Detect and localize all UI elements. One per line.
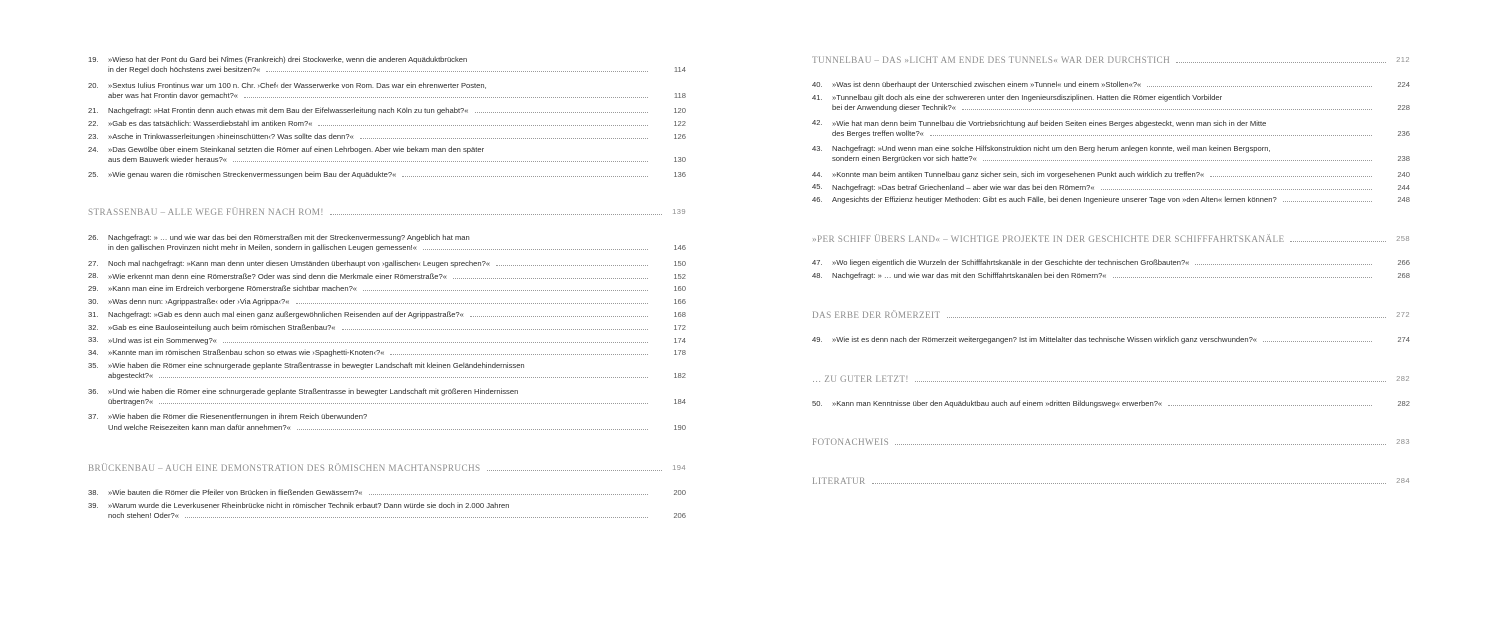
entry-line-text: »Wie ist es denn nach der Römerzeit weitergegangen? Ist im Mittelalter das technische Wissen wirklich ganz verschwunden?« (832, 335, 1258, 345)
entry-line (108, 371, 652, 381)
section-title: FOTONACHWEIS (812, 437, 890, 447)
dot-leader (895, 444, 1386, 445)
dot-leader (223, 342, 648, 343)
toc-entry[interactable] (88, 106, 686, 116)
entry-number: 45. (812, 182, 823, 192)
entry-line-text: noch stehen! Oder?« (108, 511, 179, 521)
entry-number: 25. (88, 170, 99, 180)
dot-leader (1113, 277, 1372, 278)
entry-line (108, 397, 652, 407)
entry-text (832, 182, 1376, 192)
dot-leader (947, 317, 1387, 318)
page-number: 224 (1397, 80, 1410, 90)
dot-leader (453, 278, 648, 279)
entry-text (832, 399, 1376, 409)
page-number: 206 (673, 511, 686, 521)
dot-leader (402, 176, 648, 177)
entry-number: 34. (88, 348, 99, 358)
page-number: 258 (1396, 234, 1410, 243)
toc-entry[interactable] (88, 145, 686, 165)
entry-line-text: »Sextus Iulius Frontinus war um 100 n. Chr. ›Chef‹ der Wasserwerke von Rom. Das war ein ehrenwerter Posten, (108, 80, 487, 90)
entry-number: 37. (88, 412, 99, 422)
toc-entry[interactable] (88, 259, 686, 269)
toc-entry[interactable] (88, 284, 686, 294)
entry-text (108, 170, 652, 180)
entry-text (108, 488, 652, 498)
toc-entry[interactable] (88, 361, 686, 381)
entry-line (108, 284, 652, 294)
entry-line (832, 103, 1376, 113)
entry-line (108, 132, 652, 142)
entry-text (108, 271, 652, 281)
toc-entry[interactable] (812, 195, 1410, 205)
entry-number: 30. (88, 297, 99, 306)
dot-leader (930, 135, 1372, 136)
entry-line (108, 348, 652, 358)
section-title: »PER SCHIFF ÜBERS LAND« – WICHTIGE PROJEKTE IN DER GESCHICHTE DER SCHIFFFAHRTSKANÄLE (812, 234, 1285, 244)
entry-line-text: »Kannte man im römischen Straßenbau schon so etwas wie ›Spaghetti-Knoten‹?« (108, 348, 385, 358)
entry-line-text: »Wie bauten die Römer die Pfeiler von Brücken in fließenden Gewässern?« (108, 488, 363, 498)
section-title: STRASSENBAU – ALLE WEGE FÜHREN NACH ROM! (88, 207, 324, 217)
entry-text (108, 323, 652, 333)
entry-text (832, 335, 1376, 345)
entry-line (108, 145, 652, 155)
entry-text (108, 335, 652, 345)
page-number: 166 (673, 297, 686, 307)
dot-leader (1283, 201, 1372, 202)
section-heading[interactable] (812, 475, 1410, 487)
toc-entry[interactable] (88, 55, 686, 75)
entry-line (108, 501, 652, 511)
entry-line (832, 182, 1376, 192)
entry-text (108, 81, 652, 101)
entry-line-text: »Was denn nun: ›Agrippastraße‹ oder ›Via Agrippa‹?« (108, 297, 290, 307)
entry-line-text: aber was hat Frontin davor gemacht?« (108, 90, 239, 100)
entry-line-text: Nachgefragt: »Hat Frontin denn auch etwas mit dem Bau der Eifelwasserleitung nach Köln zu tun gehabt?« (108, 106, 469, 116)
entry-text (108, 310, 652, 320)
page-number: 178 (673, 348, 686, 358)
toc-entry[interactable] (812, 118, 1410, 138)
toc-entry[interactable] (812, 93, 1410, 113)
dot-leader (369, 494, 648, 495)
dot-leader (487, 470, 663, 471)
entry-line (108, 335, 652, 345)
dot-leader (330, 214, 662, 215)
entry-number: 20. (88, 80, 99, 90)
dot-leader (296, 303, 648, 304)
entry-line (832, 154, 1376, 164)
entry-line-text: Nachgefragt: »Und wenn man eine solche Hilfskonstruktion nicht um den Berg herum anlegen konnte, weil man keinen Bergsporn, (832, 144, 1271, 154)
entry-number: 49. (812, 335, 823, 344)
entry-text (108, 284, 652, 294)
entry-text (832, 93, 1376, 113)
page-number: 126 (673, 131, 686, 141)
entry-text (832, 195, 1376, 205)
entry-line-text: Nachgefragt: »Das betraf Griechenland – aber wie war das bei den Römern?« (832, 182, 1095, 192)
entry-line (108, 422, 652, 432)
entry-line (108, 91, 652, 101)
entry-line-text: in der Regel doch höchstens zwei besitzen?« (108, 65, 261, 75)
toc-entry[interactable] (88, 310, 686, 320)
entry-number: 39. (88, 500, 99, 510)
page-number: 114 (673, 65, 686, 75)
entry-line-text: Nachgefragt: » … und wie war das mit den Schifffahrtskanälen bei den Römern?« (832, 270, 1107, 280)
toc-entry[interactable] (88, 387, 686, 407)
toc-entry[interactable] (812, 399, 1410, 409)
page-number: 284 (1396, 476, 1410, 485)
dot-leader (342, 329, 648, 330)
page-number: 184 (673, 396, 686, 406)
entry-number: 32. (88, 322, 99, 332)
page-number: 238 (1397, 154, 1410, 164)
entry-number: 33. (88, 335, 99, 345)
toc-entry[interactable] (812, 258, 1410, 268)
page-number: 228 (1397, 103, 1410, 113)
entry-line (832, 258, 1376, 268)
entry-line-text: in den gallischen Provinzen nicht mehr in Meilen, sondern in gallischen Leugen gemessen!« (108, 243, 418, 253)
toc-entry[interactable] (88, 501, 686, 521)
entry-line (832, 118, 1376, 128)
dot-leader (1210, 176, 1372, 177)
entry-line (108, 65, 652, 75)
section-heading[interactable] (88, 462, 686, 474)
dot-leader (1101, 189, 1372, 190)
dot-leader (1176, 62, 1386, 63)
entry-line-text: »Das Gewölbe über einem Steinkanal setzten die Römer auf einen Lehrbogen. Aber wie bekam man den später (108, 144, 485, 154)
page-number: 212 (1396, 55, 1410, 64)
entry-number: 46. (812, 195, 823, 205)
entry-line-text: »Kann man Kenntnisse über den Aquäduktbau auch auf einem »dritten Bildungsweg« erwerben?« (832, 399, 1163, 409)
entry-text (108, 501, 652, 521)
dot-leader (266, 71, 648, 72)
toc-entry[interactable] (88, 488, 686, 498)
entry-text (832, 144, 1376, 164)
page-number: 194 (672, 463, 686, 472)
toc-entry[interactable] (812, 170, 1410, 180)
section-heading[interactable] (88, 206, 686, 218)
section-heading[interactable] (812, 373, 1410, 385)
entry-text (832, 80, 1376, 90)
page-number: 182 (673, 371, 686, 381)
entry-text (832, 271, 1376, 281)
dot-leader (360, 138, 648, 139)
dot-leader (475, 112, 649, 113)
entry-line (832, 170, 1376, 180)
entry-line (108, 170, 652, 180)
entry-text (108, 145, 652, 165)
entry-line (832, 93, 1376, 103)
entry-line (108, 310, 652, 320)
entry-text (108, 297, 652, 307)
dot-leader (1290, 241, 1386, 242)
entry-line-text: Nachgefragt: »Gab es denn auch mal einen ganz außergewöhnlichen Reisenden auf der Agrippastraße?« (108, 309, 464, 319)
entry-line-text: des Berges treffen wollte?« (832, 128, 924, 138)
page-number: 274 (1397, 335, 1410, 345)
dot-leader (1168, 405, 1372, 406)
entry-line-text: »Wie haben die Römer die Riesenentfernungen in ihrem Reich überwunden? (108, 412, 368, 422)
entry-line-text: »Konnte man beim antiken Tunnelbau ganz sicher sein, sich im vorgesehenen Punkt auch wirklich zu treffen?« (832, 169, 1205, 179)
entry-line-text: Noch mal nachgefragt: »Kann man denn unter diesen Umständen überhaupt von ›gallischen‹ Leugen sprechen?« (108, 258, 491, 268)
page-number: 118 (673, 90, 686, 100)
page-number: 283 (1396, 437, 1410, 446)
entry-line-text: »Und wie haben die Römer eine schnurgerade geplante Straßentrasse in bewegter Landschaft mit größeren Hindernissen (108, 386, 519, 396)
entry-number: 22. (88, 119, 99, 128)
entry-line (108, 412, 652, 422)
entry-number: 31. (88, 309, 99, 319)
entry-line (832, 335, 1376, 345)
page-number: 160 (673, 284, 686, 294)
entry-number: 41. (812, 92, 823, 102)
page-number: 240 (1397, 169, 1410, 179)
section-title: DAS ERBE DER RÖMERZEIT (812, 310, 941, 320)
dot-leader (233, 161, 648, 162)
page-number: 174 (673, 335, 686, 345)
page-number: 190 (673, 422, 686, 432)
entry-number: 23. (88, 131, 99, 141)
page-number: 150 (673, 258, 686, 268)
page-number: 136 (673, 170, 686, 180)
entry-line-text: »Gab es eine Bauloseinteilung auch beim römischen Straßenbau?« (108, 322, 336, 332)
page-number: 168 (673, 309, 686, 319)
entry-text (108, 259, 652, 269)
entry-line (832, 195, 1376, 205)
entry-line-text: »Wie genau waren die römischen Streckenvermessungen beim Bau der Aquädukte?« (108, 170, 397, 180)
dot-leader (1147, 86, 1372, 87)
entry-number: 26. (88, 233, 99, 242)
entry-line-text: »Asche in Trinkwasserleitungen ›hineinschütten‹? Was sollte das denn?« (108, 131, 354, 141)
entry-line (108, 361, 652, 371)
dot-leader (318, 125, 648, 126)
toc-entry[interactable] (812, 182, 1410, 192)
entry-number: 50. (812, 399, 823, 408)
page-number: 172 (673, 322, 686, 332)
entry-number: 42. (812, 118, 823, 128)
toc-entry[interactable] (812, 335, 1410, 345)
entry-text (108, 412, 652, 432)
dot-leader (423, 249, 648, 250)
entry-text (108, 106, 652, 116)
toc-entry[interactable] (88, 335, 686, 345)
entry-line-text: Und welche Reisezeiten kann man dafür annehmen?« (108, 422, 291, 432)
entry-text (108, 387, 652, 407)
entry-line-text: abgesteckt?« (108, 371, 154, 381)
dot-leader (363, 290, 648, 291)
page-number: 139 (672, 207, 686, 216)
toc-entry[interactable] (88, 271, 686, 281)
entry-line (832, 129, 1376, 139)
dot-leader (872, 483, 1387, 484)
page-number: 200 (673, 488, 686, 498)
toc-entry[interactable] (88, 170, 686, 180)
entry-text (108, 348, 652, 358)
toc-entry[interactable] (88, 81, 686, 101)
entry-line-text: »Was ist denn überhaupt der Unterschied zwischen einem »Tunnel« und einem »Stollen«?« (832, 80, 1142, 90)
entry-line (108, 81, 652, 91)
toc-entry[interactable] (88, 412, 686, 432)
toc-entry[interactable] (88, 233, 686, 253)
entry-number: 48. (812, 270, 823, 280)
entry-line-text: »Tunnelbau gilt doch als eine der schwereren unter den Ingenieursdisziplinen. Hatten die Römer eigentlich Vorbilder (832, 92, 1223, 102)
entry-line (108, 271, 652, 281)
entry-line (108, 243, 652, 253)
dot-leader (915, 381, 1386, 382)
toc-entry[interactable] (88, 132, 686, 142)
entry-text (108, 55, 652, 75)
entry-line-text: »Und was ist ein Sommerweg?« (108, 335, 217, 345)
entry-line-text: »Gab es das tatsächlich: Wasserdiebstahl im antiken Rom?« (108, 119, 313, 129)
entry-line (108, 297, 652, 307)
entry-line (108, 119, 652, 129)
entry-line-text: »Warum wurde die Leverkusener Rheinbrücke nicht in römischer Technik erbaut? Dann würde sie doch in 2.000 Jahren (108, 500, 510, 510)
entry-number: 24. (88, 144, 99, 154)
entry-line (108, 106, 652, 116)
dot-leader (1263, 341, 1372, 342)
entry-text (832, 118, 1376, 138)
section-heading[interactable] (812, 54, 1410, 66)
entry-number: 38. (88, 488, 99, 497)
section-title: LITERATUR (812, 476, 866, 486)
entry-line-text: »Kann man eine im Erdreich verborgene Römerstraße sichtbar machen?« (108, 284, 358, 294)
entry-line-text: übertragen?« (108, 396, 154, 406)
entry-number: 29. (88, 284, 99, 294)
entry-line-text: »Wie hat man denn beim Tunnelbau die Vortriebsrichtung auf beiden Seiten eines Berges abgesteckt, wenn man sich in der Mitte (832, 118, 1267, 128)
entry-line-text: aus dem Bauwerk wieder heraus?« (108, 154, 228, 164)
page-number: 268 (1397, 270, 1410, 280)
entry-number: 28. (88, 271, 99, 281)
entry-line-text: bei der Anwendung dieser Technik?« (832, 103, 956, 113)
entry-number: 44. (812, 169, 823, 179)
page-number: 266 (1397, 258, 1410, 268)
entry-line (832, 80, 1376, 90)
dot-leader (496, 265, 648, 266)
entry-text (108, 361, 652, 381)
entry-line-text: sondern einen Bergrücken vor sich hatte?« (832, 154, 977, 164)
section-title: … ZU GUTER LETZT! (812, 374, 909, 384)
entry-line-text: »Wie haben die Römer eine schnurgerade geplante Straßentrasse in bewegter Landschaft mit kleinen Geländehindernissen (108, 361, 525, 371)
toc-entry[interactable] (88, 119, 686, 129)
entry-line (108, 488, 652, 498)
entry-number: 40. (812, 80, 823, 89)
entry-line (108, 55, 652, 65)
entry-line-text: »Wie erkennt man denn eine Römerstraße? Oder was sind denn die Merkmale einer Römerstraße?« (108, 271, 447, 281)
toc-entry[interactable] (88, 297, 686, 307)
page-number: 152 (673, 271, 686, 281)
page-number: 248 (1397, 195, 1410, 205)
page-number: 146 (673, 243, 686, 253)
page-number: 272 (1396, 310, 1410, 319)
entry-line (832, 399, 1376, 409)
page-number: 244 (1397, 182, 1410, 192)
toc-entry[interactable] (812, 144, 1410, 164)
entry-text (832, 170, 1376, 180)
dot-leader (297, 429, 648, 430)
dot-leader (962, 109, 1372, 110)
entry-line-text: Nachgefragt: » … und wie war das bei den Römerstraßen mit der Streckenvermessung? Angeblich hat man (108, 233, 470, 243)
page-number: 282 (1396, 374, 1410, 383)
entry-number: 19. (88, 55, 99, 64)
dot-leader (470, 316, 648, 317)
dot-leader (159, 377, 648, 378)
entry-number: 43. (812, 144, 823, 153)
entry-line (108, 323, 652, 333)
dot-leader (159, 403, 648, 404)
section-title: BRÜCKENBAU – AUCH EINE DEMONSTRATION DES RÖMISCHEN MACHTANSPRUCHS (88, 463, 481, 473)
dot-leader (244, 97, 648, 98)
toc-entry[interactable] (88, 323, 686, 333)
toc-entry[interactable] (88, 348, 686, 358)
entry-line (832, 144, 1376, 154)
toc-entry[interactable] (812, 271, 1410, 281)
entry-line (108, 155, 652, 165)
section-heading[interactable] (812, 233, 1410, 245)
section-heading[interactable] (812, 436, 1410, 448)
entry-line (108, 233, 652, 243)
entry-number: 21. (88, 106, 99, 116)
entry-text (108, 233, 652, 253)
entry-line-text: Angesichts der Effizienz heutiger Methoden: Gibt es auch Fälle, bei denen Ingenieure unserer Tage von »den Alten« lernen können? (832, 195, 1277, 205)
entry-line-text: »Wo liegen eigentlich die Wurzeln der Schifffahrtskanäle in der Geschichte der technischen Großbauten?« (832, 258, 1190, 268)
page-number: 236 (1397, 128, 1410, 138)
dot-leader (1195, 264, 1372, 265)
dot-leader (983, 160, 1372, 161)
entry-line (108, 511, 652, 521)
page-number: 130 (673, 154, 686, 164)
entry-line-text: »Wieso hat der Pont du Gard bei Nîmes (Frankreich) drei Stockwerke, wenn die anderen Aquäduktbrücken (108, 55, 468, 65)
entry-line (832, 271, 1376, 281)
dot-leader (185, 517, 648, 518)
page-number: 122 (673, 119, 686, 129)
page-number: 282 (1397, 399, 1410, 409)
entry-text (832, 258, 1376, 268)
entry-number: 36. (88, 386, 99, 396)
entry-line (108, 387, 652, 397)
toc-entry[interactable] (812, 80, 1410, 90)
entry-line (108, 259, 652, 269)
entry-text (108, 132, 652, 142)
section-title: TUNNELBAU – DAS »LICHT AM ENDE DES TUNNELS« WAR DER DURCHSTICH (812, 55, 1171, 65)
entry-number: 35. (88, 361, 99, 370)
entry-text (108, 119, 652, 129)
section-heading[interactable] (812, 309, 1410, 321)
page-number: 120 (673, 106, 686, 116)
entry-number: 47. (812, 258, 823, 267)
dot-leader (390, 354, 648, 355)
entry-number: 27. (88, 258, 99, 268)
